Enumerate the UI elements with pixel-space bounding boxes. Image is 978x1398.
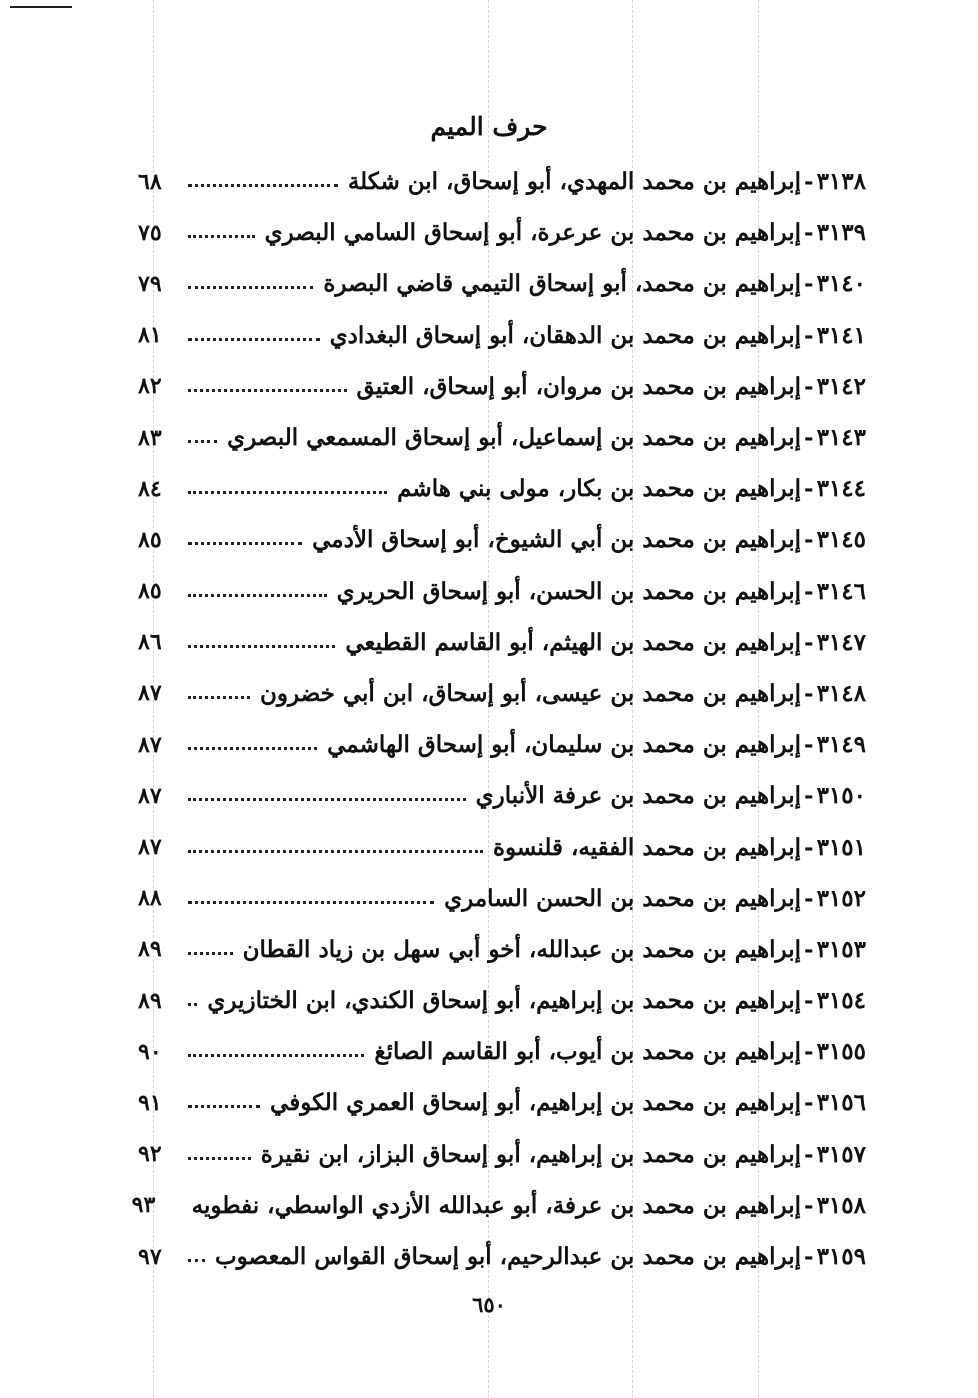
entry-number: ٣١٥٦ <box>816 1089 866 1117</box>
entry-title: إبراهيم بن محمد بن أبي الشيوخ، أبو إسحاق الأدمي <box>312 526 802 554</box>
entry-page-ref: ٩١ <box>138 1089 162 1116</box>
entry-number: ٣١٣٩ <box>816 219 866 247</box>
entry-page-ref: ٩٠ <box>138 1038 162 1065</box>
entry-title: إبراهيم بن محمد بن الحسن السامري <box>444 884 802 912</box>
entry-dash: - <box>804 628 814 656</box>
toc-entry <box>138 463 866 514</box>
entry-title: إبراهيم بن محمد بن عيسى، أبو إسحاق، ابن أبي خضرون <box>260 679 802 707</box>
entry-number: ٣١٥٨ <box>816 1191 866 1219</box>
dot-leader <box>188 1054 364 1057</box>
entry-text <box>261 1141 866 1168</box>
entry-dash: - <box>804 219 814 247</box>
dot-leader <box>188 850 483 853</box>
entry-dash: - <box>804 679 814 707</box>
entry-dash: - <box>804 884 814 912</box>
entry-dash: - <box>804 372 814 400</box>
entry-title: إبراهيم بن محمد بن إبراهيم، أبو إسحاق الكندي، ابن الختازيري <box>207 987 802 1015</box>
entry-dash: - <box>804 1038 814 1066</box>
entry-title: إبراهيم بن محمد بن عبدالرحيم، أبو إسحاق القواس المعصوب <box>214 1243 802 1271</box>
entry-text <box>312 526 866 553</box>
toc-entry <box>138 566 866 617</box>
dot-leader <box>188 747 317 750</box>
entry-text <box>207 987 866 1014</box>
entry-dash: - <box>804 935 814 963</box>
entry-title: إبراهيم بن محمد بن الدهقان، أبو إسحاق البغدادي <box>329 321 802 349</box>
entry-page-ref: ٨٦ <box>138 629 162 656</box>
entry-dash: - <box>804 782 814 810</box>
entry-dash: - <box>804 168 814 196</box>
entry-title: إبراهيم بن محمد الفقيه، قلنسوة <box>492 833 802 861</box>
entry-number: ٣١٥١ <box>816 833 866 861</box>
dot-leader <box>188 491 387 494</box>
dot-leader <box>188 1259 205 1262</box>
dot-leader <box>188 952 233 955</box>
entry-number: ٣١٤٤ <box>816 475 866 503</box>
entry-text <box>444 885 866 912</box>
entry-number: ٣١٤٣ <box>816 424 866 452</box>
entry-page-ref: ٨٧ <box>138 782 162 809</box>
entry-number: ٣١٥٧ <box>816 1140 866 1168</box>
toc-entry <box>138 668 866 719</box>
dot-leader <box>188 542 302 545</box>
entry-text <box>260 680 866 707</box>
toc-entry <box>138 156 866 207</box>
toc-entry <box>138 770 866 821</box>
entry-number: ٣١٤٠ <box>816 270 866 298</box>
entry-number: ٣١٥٢ <box>816 884 866 912</box>
dot-leader <box>188 440 217 443</box>
dot-leader <box>188 1003 197 1006</box>
toc-entry <box>138 719 866 770</box>
entry-text <box>476 782 866 809</box>
toc-entry <box>138 207 866 258</box>
entry-page-ref: ٨٤ <box>138 475 162 502</box>
dot-leader <box>188 798 466 801</box>
toc-entry <box>138 258 866 309</box>
page-title: حرف الميم <box>430 112 548 141</box>
entry-dash: - <box>804 424 814 452</box>
entry-text <box>243 936 866 963</box>
entry-text <box>227 424 866 451</box>
entry-title: إبراهيم بن محمد بن إسماعيل، أبو إسحاق المسمعي البصري <box>227 424 802 452</box>
entry-number: ٣١٤٥ <box>816 526 866 554</box>
entry-number: ٣١٥٥ <box>816 1038 866 1066</box>
entry-dash: - <box>804 833 814 861</box>
entry-page-ref: ٨٣ <box>138 424 162 451</box>
entry-dash: - <box>804 1243 814 1271</box>
entry-title: إبراهيم بن محمد المهدي، أبو إسحاق، ابن شكلة <box>347 168 802 196</box>
toc-entry <box>138 412 866 463</box>
entry-number: ٣١٤٦ <box>816 577 866 605</box>
dot-leader <box>188 594 327 597</box>
entry-page-ref: ٨٥ <box>138 526 162 553</box>
entry-text <box>323 270 866 297</box>
toc-entry <box>138 975 866 1026</box>
entry-page-ref: ٩٧ <box>138 1243 162 1270</box>
entry-text <box>327 731 866 758</box>
entry-dash: - <box>804 577 814 605</box>
entry-text <box>345 629 866 656</box>
entry-text <box>348 168 866 195</box>
entry-number: ٣١٤٧ <box>816 628 866 656</box>
entry-page-ref: ٩٣ <box>131 1192 156 1219</box>
entry-title: إبراهيم بن محمد بن عرفة، أبو عبدالله الأزدي الواسطي، نفطويه <box>191 1191 802 1219</box>
entry-title: إبراهيم بن محمد بن أيوب، أبو القاسم الصائغ <box>374 1038 802 1066</box>
entry-dash: - <box>804 987 814 1015</box>
dot-leader <box>188 338 320 341</box>
entry-dash: - <box>804 270 814 298</box>
entry-page-ref: ٦٨ <box>138 168 162 195</box>
entry-text <box>337 578 866 605</box>
top-rule <box>10 6 72 8</box>
entry-number: ٣١٤٨ <box>816 679 866 707</box>
dot-leader <box>188 235 255 238</box>
toc-entry <box>138 1231 866 1282</box>
toc-entry <box>138 873 866 924</box>
entry-title: إبراهيم بن محمد بن عبدالله، أخو أبي سهل بن زياد القطان <box>242 935 802 963</box>
entry-dash: - <box>804 731 814 759</box>
entry-title: إبراهيم بن محمد بن الهيثم، أبو القاسم القطيعي <box>345 628 802 656</box>
entry-dash: - <box>804 1191 814 1219</box>
dot-leader <box>188 1157 251 1160</box>
entry-title: إبراهيم بن محمد بن عرفة الأنباري <box>475 782 802 810</box>
dot-leader <box>188 696 250 699</box>
toc-entry <box>138 361 866 412</box>
dot-leader <box>188 901 434 904</box>
entry-text <box>265 219 866 246</box>
entry-text <box>357 373 866 400</box>
entry-text <box>493 834 866 861</box>
entry-text <box>330 322 866 349</box>
entry-title: إبراهيم بن محمد بن إبراهيم، أبو إسحاق البزاز، ابن نقيرة <box>260 1140 802 1168</box>
entry-title: إبراهيم بن محمد بن الحسن، أبو إسحاق الحريري <box>336 577 802 605</box>
entry-dash: - <box>804 526 814 554</box>
entry-number: ٣١٣٨ <box>816 168 866 196</box>
entry-page-ref: ٩٢ <box>138 1141 162 1168</box>
entry-page-ref: ٧٩ <box>138 270 162 297</box>
entry-dash: - <box>804 1089 814 1117</box>
entry-text <box>397 475 866 502</box>
entry-title: إبراهيم بن محمد بن عرعرة، أبو إسحاق السامي البصري <box>264 219 802 247</box>
entry-page-ref: ٧٥ <box>138 219 162 246</box>
entry-page-ref: ٨٨ <box>138 885 162 912</box>
toc-entry <box>138 1077 866 1128</box>
entry-page-ref: ٨٥ <box>138 578 162 605</box>
entry-text <box>192 1192 866 1219</box>
entry-number: ٣١٤٩ <box>816 731 866 759</box>
entry-page-ref: ٨٧ <box>138 731 162 758</box>
entry-text <box>215 1243 866 1270</box>
toc-entry <box>138 924 866 975</box>
entry-title: إبراهيم بن محمد، أبو إسحاق التيمي قاضي البصرة <box>323 270 802 298</box>
toc-list <box>131 156 866 1282</box>
toc-entry <box>138 514 866 565</box>
entry-text <box>270 1089 866 1116</box>
entry-title: إبراهيم بن محمد بن مروان، أبو إسحاق، العتيق <box>356 372 802 400</box>
entry-dash: - <box>804 475 814 503</box>
entry-title: إبراهيم بن محمد بن سليمان، أبو إسحاق الهاشمي <box>327 731 802 759</box>
toc-entry <box>138 310 866 361</box>
dot-leader <box>188 645 335 648</box>
entry-number: ٣١٥٤ <box>816 987 866 1015</box>
dot-leader <box>188 184 338 187</box>
entry-page-ref: ٨٧ <box>138 680 162 707</box>
toc-entry <box>131 1180 866 1231</box>
entry-dash: - <box>804 1140 814 1168</box>
entry-number: ٣١٥٠ <box>816 782 866 810</box>
entry-page-ref: ٨٧ <box>138 834 162 861</box>
entry-page-ref: ٨٢ <box>138 373 162 400</box>
page-number: ٦٥٠ <box>472 1292 506 1317</box>
entry-dash: - <box>804 321 814 349</box>
toc-entry <box>138 1129 866 1180</box>
entry-number: ٣١٥٩ <box>816 1243 866 1271</box>
entry-number: ٣١٤٢ <box>816 372 866 400</box>
toc-entry <box>138 617 866 668</box>
entry-title: إبراهيم بن محمد بن إبراهيم، أبو إسحاق العمري الكوفي <box>270 1089 802 1117</box>
entry-number: ٣١٤١ <box>816 321 866 349</box>
dot-leader <box>188 286 313 289</box>
entry-number: ٣١٥٣ <box>816 935 866 963</box>
toc-entry <box>138 1026 866 1077</box>
entry-page-ref: ٨١ <box>138 322 162 349</box>
toc-entry <box>138 821 866 872</box>
entry-page-ref: ٨٩ <box>138 987 162 1014</box>
entry-title: إبراهيم بن محمد بن بكار، مولى بني هاشم <box>397 475 802 503</box>
dot-leader <box>188 389 347 392</box>
entry-page-ref: ٨٩ <box>138 936 162 963</box>
entry-text <box>374 1038 866 1065</box>
dot-leader <box>188 1105 260 1108</box>
